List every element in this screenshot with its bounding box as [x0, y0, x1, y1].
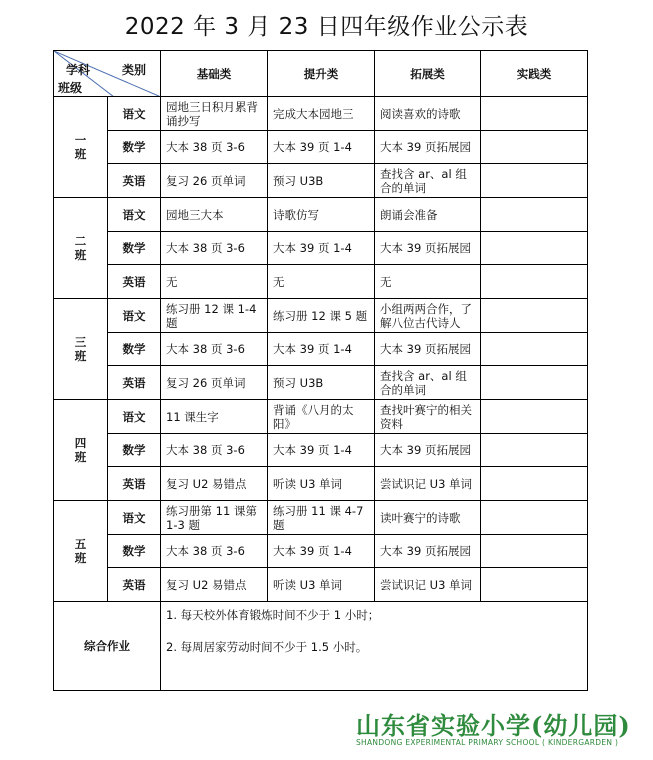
basic-homework-cell: 无 — [161, 265, 268, 299]
subject-cell: 英语 — [108, 467, 161, 501]
corner-class-label: 班级 — [58, 81, 83, 95]
corner-category-label: 类别 — [122, 63, 147, 77]
basic-homework-cell: 复习 U2 易错点 — [161, 467, 268, 501]
homework-table — [53, 50, 588, 691]
subject-cell: 数学 — [108, 333, 161, 366]
practice-homework-cell — [481, 131, 588, 164]
advanced-homework-cell: 练习册 11 课 4-7 题 — [268, 501, 375, 535]
subject-cell: 数学 — [108, 131, 161, 164]
basic-homework-cell: 园地三日积月累背诵抄写 — [161, 97, 268, 131]
extended-homework-cell: 尝试识记 U3 单词 — [375, 568, 481, 602]
table-row — [54, 366, 588, 400]
school-logo — [356, 706, 641, 754]
advanced-homework-cell: 大本 39 页 1-4 — [268, 333, 375, 366]
basic-homework-cell: 大本 38 页 3-6 — [161, 131, 268, 164]
subject-cell: 英语 — [108, 265, 161, 299]
subject-cell: 数学 — [108, 434, 161, 467]
comprehensive-note-item: 1. 每天校外体育锻炼时间不少于 1 小时； — [166, 608, 380, 622]
basic-homework-cell: 11 课生字 — [161, 400, 268, 434]
extended-homework-cell: 大本 39 页拓展园 — [375, 535, 481, 568]
subject-cell: 语文 — [108, 97, 161, 131]
extended-homework-cell: 朗诵会准备 — [375, 198, 481, 232]
extended-homework-cell: 尝试识记 U3 单词 — [375, 467, 481, 501]
header-extended: 拓展类 — [375, 51, 481, 97]
subject-cell: 语文 — [108, 400, 161, 434]
header-practice: 实践类 — [481, 51, 588, 97]
advanced-homework-cell: 无 — [268, 265, 375, 299]
table-row — [54, 164, 588, 198]
subject-cell: 英语 — [108, 366, 161, 400]
page-title: 2022 年 3 月 23 日四年级作业公示表 — [124, 14, 529, 40]
header-advanced: 提升类 — [268, 51, 375, 97]
extended-homework-cell: 无 — [375, 265, 481, 299]
header-basic: 基础类 — [161, 51, 268, 97]
table-row — [54, 299, 588, 333]
advanced-homework-cell: 预习 U3B — [268, 366, 375, 400]
advanced-homework-cell: 大本 39 页 1-4 — [268, 232, 375, 265]
advanced-homework-cell: 练习册 12 课 5 题 — [268, 299, 375, 333]
extended-homework-cell: 小组两两合作，了解八位古代诗人 — [375, 299, 481, 333]
subject-cell: 数学 — [108, 232, 161, 265]
extended-homework-cell: 查找叶赛宁的相关资料 — [375, 400, 481, 434]
class-name-cell: 二 班 — [54, 198, 108, 299]
table-row — [54, 232, 588, 265]
practice-homework-cell — [481, 535, 588, 568]
logo-english-text: SHANDONG EXPERIMENTAL PRIMARY SCHOOL ( KINDERGARDEN ) — [356, 738, 619, 747]
basic-homework-cell: 复习 U2 易错点 — [161, 568, 268, 602]
class-name-cell: 五 班 — [54, 501, 108, 602]
basic-homework-cell: 复习 26 页单词 — [161, 164, 268, 198]
header-corner-cell — [54, 51, 161, 97]
basic-homework-cell: 复习 26 页单词 — [161, 366, 268, 400]
subject-cell: 语文 — [108, 299, 161, 333]
subject-cell: 英语 — [108, 164, 161, 198]
practice-homework-cell — [481, 232, 588, 265]
table-row — [54, 467, 588, 501]
advanced-homework-cell: 完成大本园地三 — [268, 97, 375, 131]
basic-homework-cell: 大本 38 页 3-6 — [161, 535, 268, 568]
practice-homework-cell — [481, 299, 588, 333]
corner-subject-label: 学科 — [66, 63, 91, 77]
practice-homework-cell — [481, 198, 588, 232]
table-row — [54, 265, 588, 299]
extended-homework-cell: 大本 39 页拓展园 — [375, 333, 481, 366]
practice-homework-cell — [481, 333, 588, 366]
basic-homework-cell: 园地三大本 — [161, 198, 268, 232]
advanced-homework-cell: 预习 U3B — [268, 164, 375, 198]
practice-homework-cell — [481, 400, 588, 434]
subject-cell: 英语 — [108, 568, 161, 602]
logo-chinese-text: 山东省实验小学(幼儿园) — [356, 711, 631, 740]
comprehensive-note-item: 2. 每周居家劳动时间不少于 1.5 小时。 — [166, 640, 368, 654]
table-row — [54, 535, 588, 568]
class-name-cell: 三 班 — [54, 299, 108, 400]
basic-homework-cell: 大本 38 页 3-6 — [161, 434, 268, 467]
extended-homework-cell: 大本 39 页拓展园 — [375, 434, 481, 467]
basic-homework-cell: 大本 38 页 3-6 — [161, 232, 268, 265]
extended-homework-cell: 阅读喜欢的诗歌 — [375, 97, 481, 131]
subject-cell: 语文 — [108, 501, 161, 535]
extended-homework-cell: 读叶赛宁的诗歌 — [375, 501, 481, 535]
practice-homework-cell — [481, 434, 588, 467]
advanced-homework-cell: 大本 39 页 1-4 — [268, 131, 375, 164]
table-row — [54, 400, 588, 434]
extended-homework-cell: 大本 39 页拓展园 — [375, 131, 481, 164]
practice-homework-cell — [481, 164, 588, 198]
basic-homework-cell: 练习册第 11 课第 1-3 题 — [161, 501, 268, 535]
practice-homework-cell — [481, 97, 588, 131]
table-row — [54, 198, 588, 232]
extended-homework-cell: 大本 39 页拓展园 — [375, 232, 481, 265]
table-row — [54, 97, 588, 131]
subject-cell: 语文 — [108, 198, 161, 232]
table-row — [54, 333, 588, 366]
practice-homework-cell — [481, 265, 588, 299]
advanced-homework-cell: 诗歌仿写 — [268, 198, 375, 232]
comprehensive-label: 综合作业 — [54, 602, 161, 691]
advanced-homework-cell: 大本 39 页 1-4 — [268, 434, 375, 467]
practice-homework-cell — [481, 366, 588, 400]
advanced-homework-cell: 大本 39 页 1-4 — [268, 535, 375, 568]
table-row — [54, 434, 588, 467]
class-name-cell: 四 班 — [54, 400, 108, 501]
advanced-homework-cell: 听读 U3 单词 — [268, 568, 375, 602]
basic-homework-cell: 大本 38 页 3-6 — [161, 333, 268, 366]
basic-homework-cell: 练习册 12 课 1-4 题 — [161, 299, 268, 333]
table-row — [54, 568, 588, 602]
table-row — [54, 131, 588, 164]
practice-homework-cell — [481, 501, 588, 535]
practice-homework-cell — [481, 467, 588, 501]
advanced-homework-cell: 听读 U3 单词 — [268, 467, 375, 501]
header-row — [54, 51, 588, 97]
extended-homework-cell: 查找含 ar、al 组合的单词 — [375, 366, 481, 400]
subject-cell: 数学 — [108, 535, 161, 568]
extended-homework-cell: 查找含 ar、al 组合的单词 — [375, 164, 481, 198]
class-name-cell: 一 班 — [54, 97, 108, 198]
advanced-homework-cell: 背诵《八月的太阳》 — [268, 400, 375, 434]
comprehensive-row — [54, 602, 588, 691]
table-row — [54, 501, 588, 535]
comprehensive-notes — [161, 602, 588, 691]
practice-homework-cell — [481, 568, 588, 602]
